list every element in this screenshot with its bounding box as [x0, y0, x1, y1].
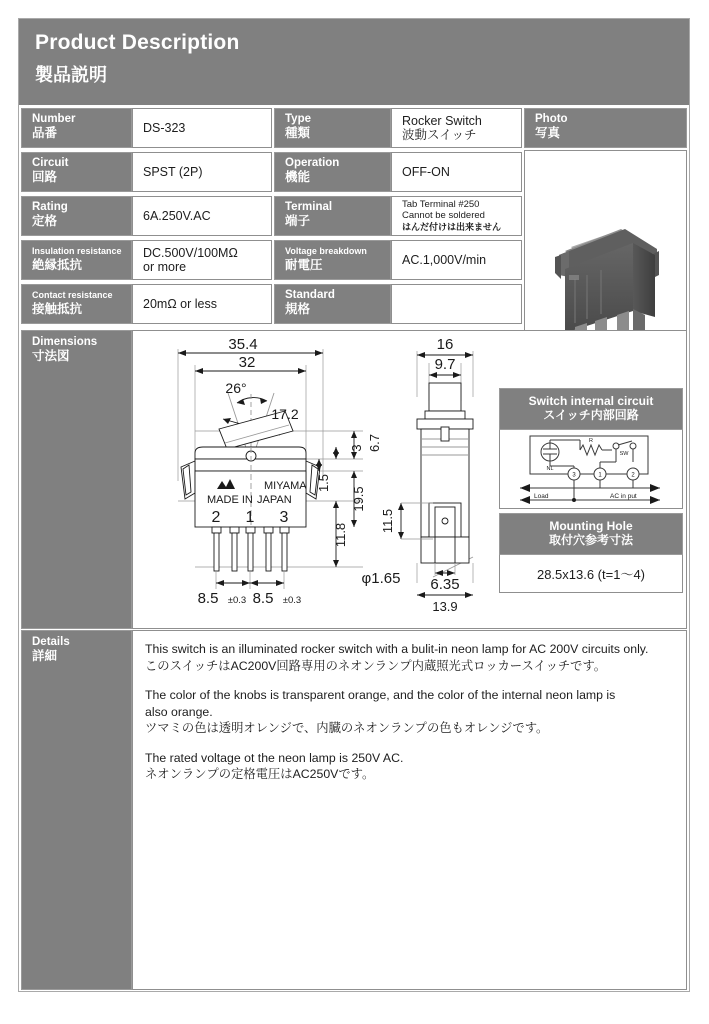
dim-pin-pitch-1: 8.5 [197, 590, 219, 607]
details-body [132, 630, 687, 990]
dim-h-knob: 6.7 [367, 433, 382, 453]
spec-value-terminal: Tab Terminal #250 Cannot be soldered はんだ付けは出来ません [391, 196, 522, 236]
dim-tab-width: 6.35 [430, 576, 460, 593]
spec-label-number: Number 品番 [21, 108, 132, 148]
neon-lamp-label: NL [546, 466, 554, 472]
details-label: Details 詳細 [21, 630, 132, 990]
spec-value-number: DS-323 [132, 108, 272, 148]
spec-value-contact-resistance: 20mΩ or less [132, 284, 272, 324]
page-title-en: Product Description [35, 31, 240, 54]
document-page [18, 18, 690, 992]
origin-label-2: JAPAN [257, 494, 292, 506]
terminal-number-right: 3 [279, 509, 289, 526]
dimensions-label: Dimensions 寸法図 [21, 330, 132, 629]
photo-label: Photo 写真 [524, 108, 687, 148]
spec-label-terminal: Terminal 端子 [274, 196, 391, 236]
dim-pin-pitch-1-tol: ±0.3 [227, 595, 247, 606]
spec-label-operation: Operation 機能 [274, 152, 391, 192]
spec-label-insulation-resistance: Insulation resistance 絶縁抵抗 [21, 240, 132, 280]
spec-label-circuit: Circuit 回路 [21, 152, 132, 192]
resistor-label: R [589, 438, 593, 444]
dim-pin-diameter: φ1.65 [361, 570, 401, 587]
page-title-banner [19, 19, 689, 105]
spec-label-rating: Rating 定格 [21, 196, 132, 236]
details-paragraph: The rated voltage ot the neon lamp is 250V AC. ネオンランプの定格電圧はAC250Vです。 [145, 750, 404, 781]
spec-value-circuit: SPST (2P) [132, 152, 272, 192]
spec-value-standard [391, 284, 522, 324]
dimensions-drawing [132, 330, 687, 629]
details-paragraph: The color of the knobs is transparent orange, and the color of the internal neon lamp is also orange. ツマミの色は透明オレンジで、内臓のネオンランプの色もオレンジです。 [145, 688, 616, 735]
spec-label-standard: Standard 規格 [274, 284, 391, 324]
spec-label-contact-resistance: Contact resistance 接触抵抗 [21, 284, 132, 324]
dim-base-width: 13.9 [432, 599, 458, 614]
internal-circuit-box [499, 388, 683, 509]
dim-h-flange: 1.5 [316, 473, 331, 493]
internal-circuit-header: Switch internal circuit スイッチ内部回路 [499, 388, 683, 430]
mounting-hole-value: 28.5x13.6 (t=1〜4) [536, 567, 646, 582]
ac-input-label: AC in put [610, 493, 637, 500]
spec-value-insulation-resistance: DC.500V/100MΩ or more [132, 240, 272, 280]
dim-travel: 17.2 [271, 406, 299, 422]
dim-side-width-outer: 16 [436, 336, 454, 353]
spec-value-type: Rocker Switch 波動スイッチ [391, 108, 522, 148]
spec-value-operation: OFF-ON [391, 152, 522, 192]
dim-angle: 26° [225, 380, 247, 396]
dim-h-total: 19.5 [351, 486, 366, 512]
dim-pin-pitch-2-tol: ±0.3 [282, 595, 302, 606]
circuit-terminal-3: 3 [572, 472, 576, 479]
dim-h-body: 11.8 [333, 522, 348, 548]
details-paragraph: This switch is an illuminated rocker switch with a bulit-in neon lamp for AC 200V circuits only. このスイッチはAC200V回路専用のネオンランプ内蔵照光式ロッカースイッチです。 [145, 642, 649, 673]
circuit-terminal-2: 2 [631, 472, 635, 479]
dim-side-width-inner: 9.7 [434, 356, 456, 373]
internal-circuit-body [499, 430, 683, 509]
circuit-terminal-1: 1 [598, 472, 602, 479]
dim-width-outer: 35.4 [228, 336, 258, 353]
mounting-hole-body [499, 555, 683, 593]
spec-label-voltage-breakdown: Voltage breakdown 耐電圧 [274, 240, 391, 280]
dim-width-inner: 32 [238, 354, 256, 371]
page-title-jp: 製品説明 [35, 65, 107, 85]
terminal-number-left: 2 [211, 509, 221, 526]
spec-value-rating: 6A.250V.AC [132, 196, 272, 236]
mounting-hole-box [499, 513, 683, 593]
load-label: Load [534, 493, 549, 500]
dim-h-side: 11.5 [380, 508, 395, 534]
terminal-number-mid: 1 [245, 509, 255, 526]
spec-label-type: Type 種類 [274, 108, 391, 148]
brand-label: MIYAMA [264, 480, 307, 492]
dim-h-small: 3 [349, 444, 364, 452]
mounting-hole-header: Mounting Hole 取付穴参考寸法 [499, 513, 683, 555]
dim-pin-pitch-2: 8.5 [252, 590, 274, 607]
spec-value-voltage-breakdown: AC.1,000V/min [391, 240, 522, 280]
switch-label: SW [619, 451, 629, 457]
origin-label-1: MADE IN [207, 494, 253, 506]
circuit-schematic [500, 430, 682, 508]
